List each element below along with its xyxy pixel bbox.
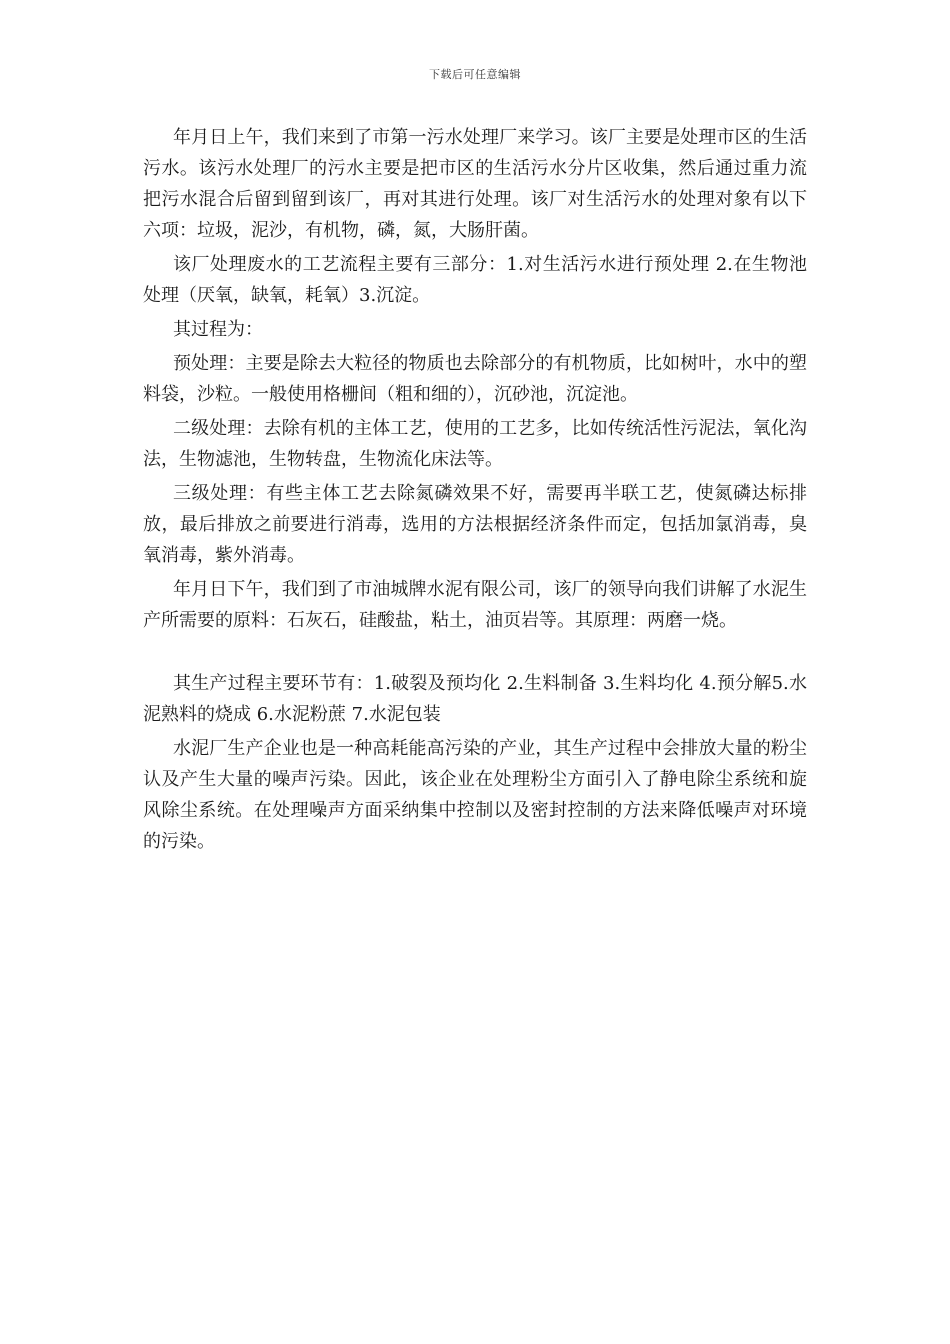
- paragraph-secondary-treatment: 二级处理：去除有机的主体工艺，使用的工艺多，比如传统活性污泥法，氧化沟法，生物滤池，生物转盘，生物流化床法等。: [143, 418, 807, 470]
- paragraph-tertiary-treatment: 三级处理：有些主体工艺去除氮磷效果不好，需要再半联工艺，使氮磷达标排放，最后排放之前要进行消毒，选用的方法根据经济条件而定，包括加氯消毒，臭氧消毒，紫外消毒。: [143, 483, 807, 566]
- paragraph-cement-steps: 其生产过程主要环节有：1.破裂及预均化 2.生料制备 3.生料均化 4.预分解5.水泥熟料的烧成 6.水泥粉蔗 7.水泥包装: [143, 673, 807, 725]
- paragraph-pollution-control: 水泥厂生产企业也是一种高耗能高污染的产业，其生产过程中会排放大量的粉尘认及产生大量的噪声污染。因此，该企业在处理粉尘方面引入了静电除尘系统和旋风除尘系统。在处理噪声方面采纳集中控制以及密封控制的方法来降低噪声对环境的污染。: [143, 738, 807, 852]
- paragraph-process-overview: 该厂处理废水的工艺流程主要有三部分：1.对生活污水进行预处理 2.在生物池处理（厌氧，缺氧，耗氧）3.沉淀。: [143, 254, 807, 306]
- paragraph-process-intro: 其过程为：: [173, 319, 263, 340]
- paragraph-pretreatment: 预处理：主要是除去大粒径的物质也去除部分的有机物质，比如树叶，水中的塑料袋，沙粒。一般使用格栅间（粗和细的），沉砂池，沉淀池。: [143, 353, 807, 405]
- document-body: [143, 122, 807, 857]
- paragraph-cement-visit: 年月日下午，我们到了市油城牌水泥有限公司，该厂的领导向我们讲解了水泥生产所需要的原料：石灰石，硅酸盐，粘土，油页岩等。其原理：两磨一烧。: [143, 579, 807, 631]
- header-note: 下载后可任意编辑: [429, 68, 521, 81]
- paragraph-wastewater-visit: 年月日上午，我们来到了市第一污水处理厂来学习。该厂主要是处理市区的生活污水。该污水处理厂的污水主要是把市区的生活污水分片区收集，然后通过重力流把污水混合后留到留到该厂，再对其进行处理。该厂对生活污水的处理对象有以下六项：垃圾，泥沙，有机物，磷，氮，大肠肝菌。: [143, 127, 807, 241]
